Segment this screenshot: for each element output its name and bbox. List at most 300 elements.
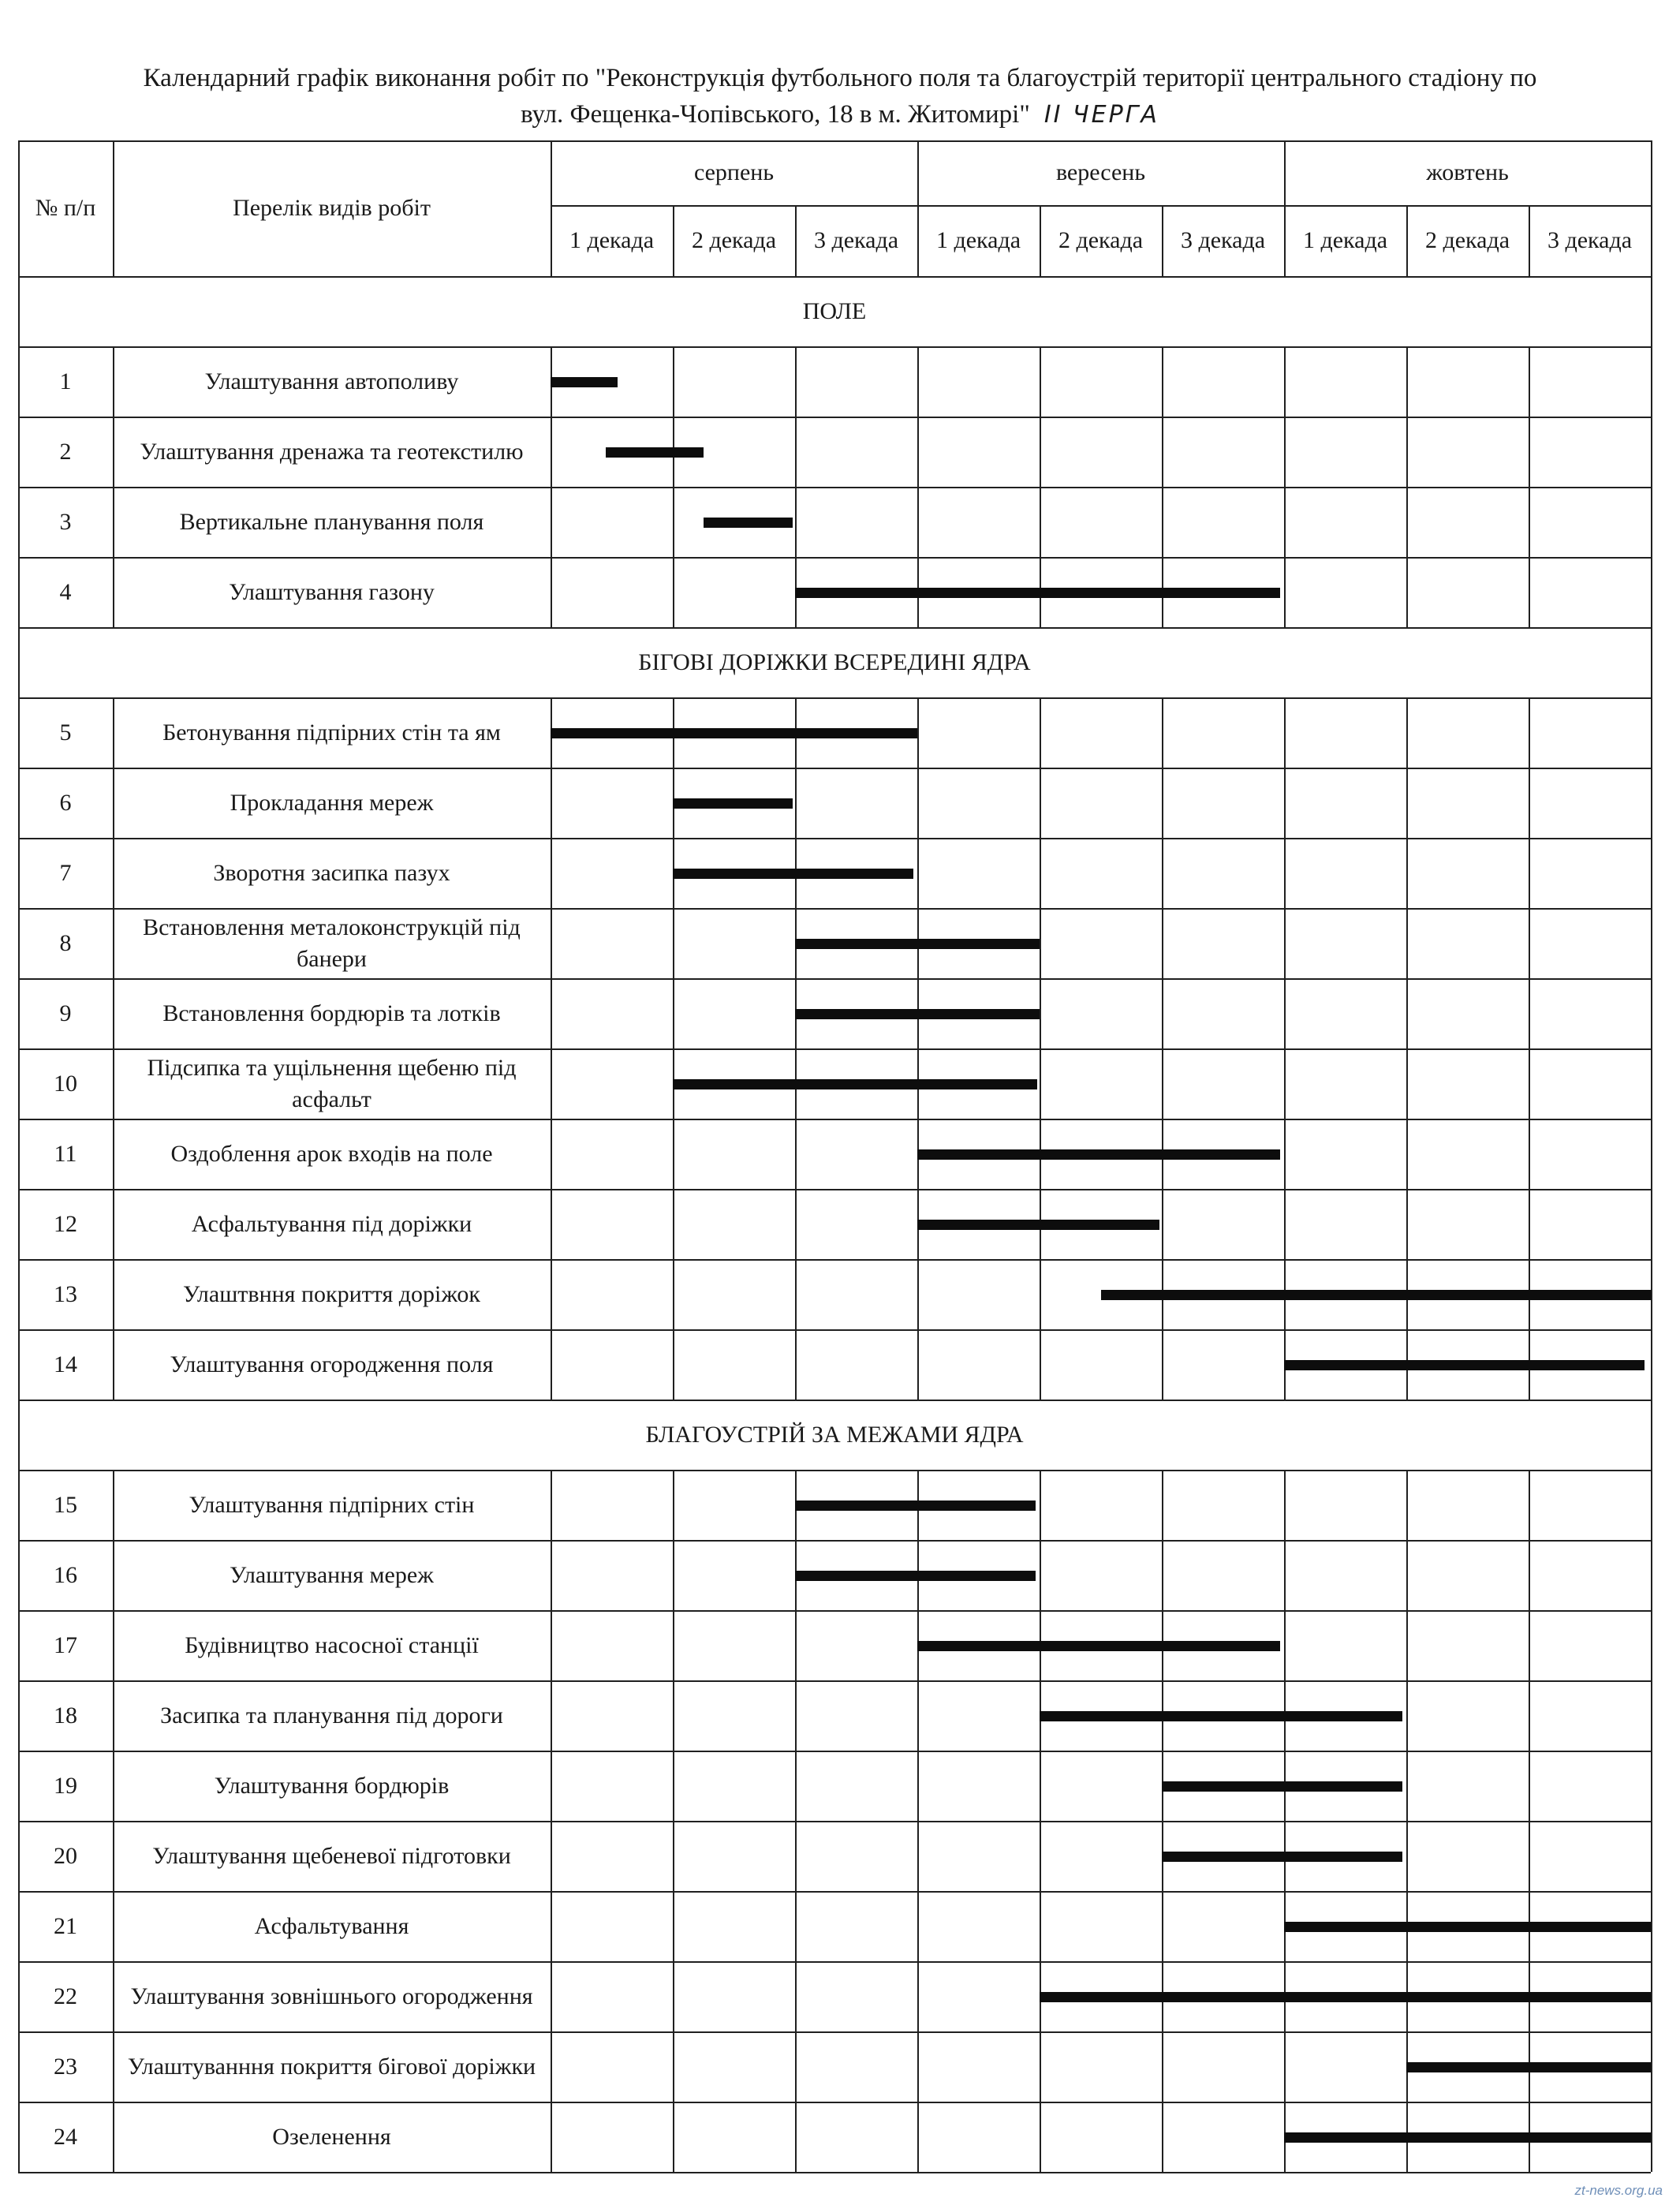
schedule-bar: [1040, 1992, 1651, 2002]
grid-line: [1651, 1751, 1652, 1821]
grid-line: [1040, 417, 1041, 487]
grid-line: [917, 140, 919, 276]
grid-line: [1406, 908, 1408, 978]
grid-line: [1529, 978, 1530, 1048]
grid-line: [917, 1821, 919, 1891]
grid-line: [18, 1259, 20, 1329]
schedule-bar: [1040, 1711, 1402, 1721]
grid-line: [1651, 140, 1652, 276]
schedule-bar: [1406, 2062, 1651, 2072]
grid-line: [1040, 2102, 1041, 2172]
grid-line: [795, 1961, 797, 2031]
grid-line: [1651, 697, 1652, 768]
grid-line: [673, 2031, 674, 2102]
grid-line: [1406, 1540, 1408, 1610]
grid-line: [673, 1891, 674, 1961]
schedule-bar: [673, 869, 913, 879]
grid-line: [1040, 838, 1041, 908]
grid-line: [113, 1961, 114, 2031]
grid-line: [1040, 205, 1041, 276]
grid-line: [1529, 768, 1530, 838]
grid-line: [1284, 1470, 1286, 1540]
grid-line: [551, 978, 552, 1048]
row-number: 15: [54, 1491, 77, 1518]
grid-line: [673, 1329, 674, 1400]
grid-line: [1529, 1470, 1530, 1540]
grid-line: [551, 1189, 552, 1259]
grid-line: [1651, 417, 1652, 487]
grid-line: [795, 205, 797, 276]
grid-line: [1406, 1048, 1408, 1119]
row-number: 3: [59, 508, 72, 535]
grid-line: [1284, 487, 1286, 557]
header-decade: 1 декада: [935, 227, 1021, 253]
grid-line: [1162, 1470, 1163, 1540]
grid-line: [113, 1189, 114, 1259]
grid-line: [917, 2102, 919, 2172]
grid-line: [1040, 908, 1041, 978]
grid-line: [795, 2031, 797, 2102]
grid-line: [18, 557, 20, 627]
grid-line: [917, 417, 919, 487]
grid-line: [18, 697, 20, 768]
row-number: 13: [54, 1280, 77, 1307]
row-number: 14: [54, 1351, 77, 1377]
schedule-bar: [1284, 1360, 1645, 1370]
grid-line: [917, 1961, 919, 2031]
grid-line: [1284, 417, 1286, 487]
row-number: 18: [54, 1702, 77, 1728]
header-decade: 3 декада: [1180, 227, 1266, 253]
schedule-bar: [1162, 1852, 1402, 1862]
grid-line: [18, 1610, 20, 1680]
work-name: Улаштування автополиву: [204, 368, 459, 394]
grid-line: [1529, 557, 1530, 627]
grid-line: [917, 346, 919, 417]
schedule-bar: [673, 798, 793, 809]
grid-line: [1651, 346, 1652, 417]
grid-line: [551, 1540, 552, 1610]
grid-line: [795, 1259, 797, 1329]
grid-line: [18, 1540, 20, 1610]
grid-line: [1651, 276, 1652, 346]
handwritten-note: II ЧЕРГА: [1043, 101, 1159, 129]
work-name: Підсипка та ущільнення щебеню під асфальт: [147, 1054, 517, 1112]
grid-line: [1040, 346, 1041, 417]
grid-line: [551, 1119, 552, 1189]
grid-line: [673, 1119, 674, 1189]
grid-line: [917, 1680, 919, 1751]
grid-line: [1651, 2102, 1652, 2172]
grid-line: [551, 1329, 552, 1400]
grid-line: [551, 1891, 552, 1961]
work-name: Улаштування огородження поля: [170, 1351, 494, 1377]
grid-line: [113, 1751, 114, 1821]
schedule-bar: [673, 1079, 1037, 1089]
grid-line: [917, 1329, 919, 1400]
grid-line: [113, 557, 114, 627]
schedule-bar: [917, 1149, 1280, 1160]
schedule-bar: [795, 1571, 1036, 1581]
grid-line: [1406, 487, 1408, 557]
grid-line: [673, 1961, 674, 2031]
grid-line: [1651, 487, 1652, 557]
header-decade: 1 декада: [569, 227, 655, 253]
grid-line: [18, 1119, 20, 1189]
grid-line: [1162, 1540, 1163, 1610]
grid-line: [795, 768, 797, 838]
work-name: Улаштування мереж: [230, 1561, 434, 1588]
work-name: Асфальтування: [254, 1912, 409, 1939]
grid-line: [673, 487, 674, 557]
grid-line: [795, 1610, 797, 1680]
grid-line: [1651, 1961, 1652, 2031]
grid-line: [1529, 1680, 1530, 1751]
grid-line: [1162, 2102, 1163, 2172]
schedule-bar: [551, 728, 917, 738]
grid-line: [551, 140, 552, 276]
header-month: серпень: [693, 159, 775, 185]
header-works: Перелік видів робіт: [233, 195, 431, 221]
grid-line: [551, 487, 552, 557]
section-title: БЛАГОУСТРІЙ ЗА МЕЖАМИ ЯДРА: [645, 1421, 1024, 1448]
grid-line: [1284, 838, 1286, 908]
grid-line: [795, 1751, 797, 1821]
grid-line: [917, 1259, 919, 1329]
grid-line: [1529, 908, 1530, 978]
grid-line: [917, 1891, 919, 1961]
row-number: 17: [54, 1631, 77, 1658]
work-name: Зворотня засипка пазух: [213, 859, 450, 886]
grid-line: [673, 1470, 674, 1540]
grid-line: [1162, 1329, 1163, 1400]
schedule-bar: [795, 1009, 1040, 1019]
grid-line: [1284, 346, 1286, 417]
grid-line: [113, 1119, 114, 1189]
grid-line: [1040, 1470, 1041, 1540]
grid-line: [1162, 346, 1163, 417]
grid-line: [551, 1259, 552, 1329]
grid-line: [18, 2031, 20, 2102]
grid-line: [1651, 908, 1652, 978]
grid-line: [113, 2031, 114, 2102]
grid-line: [917, 838, 919, 908]
grid-line: [113, 1891, 114, 1961]
grid-line: [1040, 978, 1041, 1048]
grid-line: [1529, 417, 1530, 487]
work-name: Улаштвння покриття доріжок: [183, 1280, 480, 1307]
grid-line: [917, 768, 919, 838]
grid-line: [795, 1189, 797, 1259]
row-number: 12: [54, 1210, 77, 1237]
grid-line: [113, 1329, 114, 1400]
header-decade: 2 декада: [1058, 227, 1144, 253]
grid-line: [551, 2031, 552, 2102]
grid-line: [1284, 140, 1286, 276]
header-month: вересень: [1055, 159, 1146, 185]
grid-line: [673, 1540, 674, 1610]
grid-line: [18, 1189, 20, 1259]
grid-line: [18, 346, 20, 417]
grid-line: [551, 1961, 552, 2031]
header-num: № п/п: [35, 195, 96, 221]
grid-line: [673, 1821, 674, 1891]
grid-line: [1651, 1680, 1652, 1751]
work-name: Озеленення: [272, 2123, 391, 2150]
grid-line: [1406, 978, 1408, 1048]
grid-line: [1040, 1891, 1041, 1961]
gantt-schedule-table: [18, 140, 1651, 2192]
work-name: Улаштування зовнішнього огородження: [130, 1983, 533, 2009]
schedule-bar: [704, 518, 793, 528]
row-number: 19: [54, 1772, 77, 1799]
work-name: Улаштування щебеневої підготовки: [152, 1842, 511, 1869]
work-name: Асфальтування під доріжки: [191, 1210, 472, 1237]
grid-line: [1040, 768, 1041, 838]
grid-line: [18, 627, 20, 697]
work-name: Бетонування підпірних стін та ям: [162, 719, 501, 746]
grid-line: [1529, 205, 1530, 276]
grid-line: [113, 697, 114, 768]
header-month: жовтень: [1426, 159, 1509, 185]
grid-line: [1651, 1540, 1652, 1610]
grid-line: [673, 1610, 674, 1680]
grid-line: [1529, 838, 1530, 908]
grid-line: [551, 205, 1651, 207]
grid-line: [18, 1891, 20, 1961]
grid-line: [1406, 1189, 1408, 1259]
row-number: 4: [59, 578, 72, 605]
grid-line: [18, 1329, 20, 1400]
row-number: 9: [59, 1000, 72, 1026]
grid-line: [18, 140, 1651, 142]
work-name: Прокладання мереж: [230, 789, 434, 816]
grid-line: [1406, 1751, 1408, 1821]
section-title: ПОЛЕ: [802, 297, 867, 324]
work-name: Улаштування підпірних стін: [189, 1491, 475, 1518]
row-number: 7: [59, 859, 72, 886]
grid-line: [1529, 1189, 1530, 1259]
schedule-bar: [1284, 1922, 1651, 1932]
row-number: 6: [59, 789, 72, 816]
grid-line: [1406, 417, 1408, 487]
grid-line: [673, 2102, 674, 2172]
header-decade: 3 декада: [813, 227, 899, 253]
grid-line: [113, 1470, 114, 1540]
grid-line: [113, 1048, 114, 1119]
grid-line: [1284, 697, 1286, 768]
work-name: Вертикальне планування поля: [179, 508, 484, 535]
grid-line: [1651, 1259, 1652, 1329]
grid-line: [18, 1961, 20, 2031]
grid-line: [1529, 487, 1530, 557]
grid-line: [1406, 1119, 1408, 1189]
grid-line: [917, 1751, 919, 1821]
grid-line: [113, 346, 114, 417]
grid-line: [1651, 1470, 1652, 1540]
schedule-bar: [551, 377, 618, 387]
grid-line: [673, 1680, 674, 1751]
grid-line: [551, 557, 552, 627]
grid-line: [917, 487, 919, 557]
grid-line: [113, 908, 114, 978]
grid-line: [1529, 1821, 1530, 1891]
work-name: Будівництво насосної станції: [185, 1631, 479, 1658]
row-number: 22: [54, 1983, 77, 2009]
grid-line: [18, 1470, 20, 1540]
grid-line: [1406, 346, 1408, 417]
grid-line: [1651, 978, 1652, 1048]
grid-line: [1651, 1400, 1652, 1470]
grid-line: [1651, 1891, 1652, 1961]
grid-line: [1284, 557, 1286, 627]
grid-line: [1529, 1048, 1530, 1119]
grid-line: [18, 768, 20, 838]
grid-line: [795, 2102, 797, 2172]
grid-line: [551, 2102, 552, 2172]
grid-line: [1651, 1821, 1652, 1891]
grid-line: [551, 1821, 552, 1891]
grid-line: [1529, 1119, 1530, 1189]
schedule-bar: [1101, 1290, 1652, 1300]
grid-line: [18, 417, 20, 487]
work-name: Встановлення металоконструкцій під банери: [143, 914, 521, 972]
grid-line: [1406, 697, 1408, 768]
schedule-bar: [795, 588, 1280, 598]
grid-line: [1040, 2031, 1041, 2102]
grid-line: [795, 1821, 797, 1891]
work-name: Улаштування дренажа та геотекстилю: [140, 438, 524, 465]
grid-line: [1040, 1751, 1041, 1821]
grid-line: [673, 1189, 674, 1259]
grid-line: [917, 697, 919, 768]
grid-line: [1406, 205, 1408, 276]
schedule-bar: [606, 447, 704, 458]
grid-line: [1162, 697, 1163, 768]
grid-line: [551, 768, 552, 838]
grid-line: [113, 1259, 114, 1329]
row-number: 2: [59, 438, 72, 465]
grid-line: [1529, 697, 1530, 768]
grid-line: [1651, 838, 1652, 908]
grid-line: [113, 1821, 114, 1891]
grid-line: [1040, 1259, 1041, 1329]
grid-line: [1284, 1189, 1286, 1259]
title-line-2-text: вул. Фещенка-Чопівського, 18 в м. Житомирі": [521, 100, 1030, 129]
grid-line: [113, 140, 114, 276]
grid-line: [795, 1329, 797, 1400]
grid-line: [1284, 1540, 1286, 1610]
row-number: 20: [54, 1842, 77, 1869]
grid-line: [1406, 1610, 1408, 1680]
grid-line: [1284, 1048, 1286, 1119]
schedule-bar: [795, 939, 1040, 949]
grid-line: [673, 908, 674, 978]
grid-line: [18, 1400, 20, 1470]
grid-line: [795, 1891, 797, 1961]
row-number: 24: [54, 2123, 77, 2150]
grid-line: [18, 2172, 1651, 2173]
grid-line: [795, 417, 797, 487]
grid-line: [1651, 1119, 1652, 1189]
schedule-bar: [1284, 2132, 1651, 2143]
grid-line: [18, 276, 20, 346]
grid-line: [1284, 768, 1286, 838]
grid-line: [1284, 1119, 1286, 1189]
section-title: БІГОВІ ДОРІЖКИ ВСЕРЕДИНІ ЯДРА: [638, 648, 1031, 675]
grid-line: [1162, 487, 1163, 557]
grid-line: [18, 1751, 20, 1821]
header-decade: 2 декада: [1424, 227, 1510, 253]
grid-line: [1040, 1821, 1041, 1891]
grid-line: [1406, 557, 1408, 627]
schedule-bar: [917, 1641, 1280, 1651]
work-name: Улаштування бордюрів: [214, 1772, 450, 1799]
grid-line: [551, 908, 552, 978]
grid-line: [795, 487, 797, 557]
grid-line: [18, 140, 20, 276]
grid-line: [1651, 1048, 1652, 1119]
grid-line: [1284, 978, 1286, 1048]
grid-line: [113, 2102, 114, 2172]
grid-line: [1162, 205, 1163, 276]
work-name: Оздоблення арок входів на поле: [170, 1140, 493, 1167]
work-name: Засипка та планування під дороги: [160, 1702, 503, 1728]
grid-line: [1162, 417, 1163, 487]
grid-line: [1162, 978, 1163, 1048]
grid-line: [1406, 838, 1408, 908]
grid-line: [113, 978, 114, 1048]
grid-line: [1162, 1048, 1163, 1119]
grid-line: [18, 487, 20, 557]
grid-line: [1162, 1891, 1163, 1961]
row-number: 16: [54, 1561, 77, 1588]
grid-line: [795, 1680, 797, 1751]
header-decade: 2 декада: [691, 227, 777, 253]
grid-line: [795, 1119, 797, 1189]
row-number: 10: [54, 1070, 77, 1097]
grid-line: [1651, 1610, 1652, 1680]
grid-line: [1651, 768, 1652, 838]
grid-line: [673, 978, 674, 1048]
grid-line: [1529, 1540, 1530, 1610]
grid-line: [1162, 838, 1163, 908]
row-number: 8: [59, 929, 72, 956]
grid-line: [113, 487, 114, 557]
grid-line: [18, 1821, 20, 1891]
grid-line: [1651, 2031, 1652, 2102]
grid-line: [1406, 1470, 1408, 1540]
grid-line: [673, 1751, 674, 1821]
grid-line: [1040, 487, 1041, 557]
grid-line: [1529, 346, 1530, 417]
grid-line: [113, 1680, 114, 1751]
row-number: 11: [54, 1140, 77, 1167]
grid-line: [551, 1680, 552, 1751]
grid-line: [1651, 1189, 1652, 1259]
grid-line: [1529, 1751, 1530, 1821]
grid-line: [673, 205, 674, 276]
grid-line: [1651, 627, 1652, 697]
grid-line: [18, 978, 20, 1048]
grid-line: [1651, 557, 1652, 627]
grid-line: [673, 346, 674, 417]
document-title: [24, 60, 1656, 133]
schedule-bar: [795, 1501, 1036, 1511]
grid-line: [18, 1048, 20, 1119]
grid-line: [551, 1751, 552, 1821]
grid-line: [113, 1610, 114, 1680]
